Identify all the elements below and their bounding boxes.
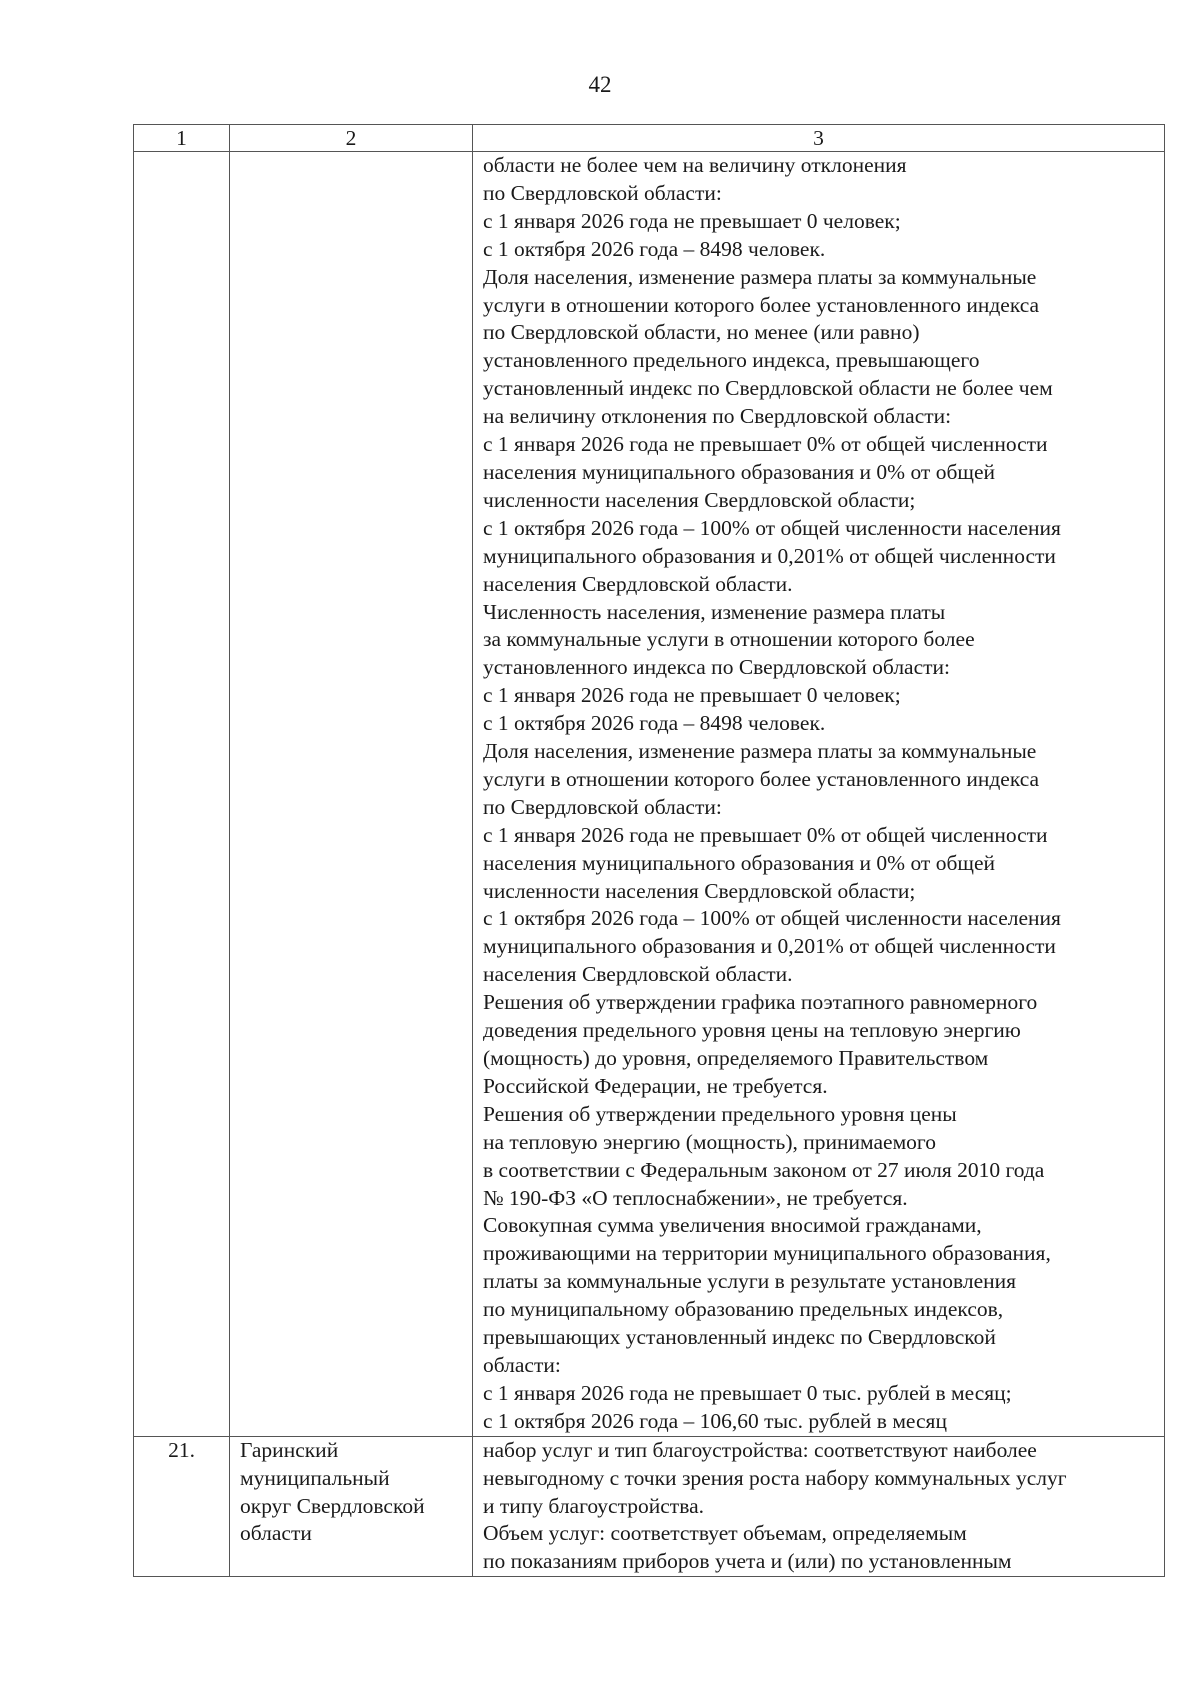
description-cell <box>473 1436 1165 1577</box>
text-line: набор услуг и тип благоустройства: соответствуют наиболее <box>483 1437 1037 1462</box>
text-line: за коммунальные услуги в отношении которого более <box>483 627 975 652</box>
row-number-cell <box>134 152 230 1437</box>
data-table <box>133 124 1165 1577</box>
text-line: платы за коммунальные услуги в результате установления <box>483 1269 1017 1294</box>
page-number: 42 <box>588 72 612 97</box>
text-line: № 190-ФЗ «О теплоснабжении», не требуется. <box>483 1185 908 1210</box>
text-line: услуги в отношении которого более установленного индекса <box>483 766 1040 791</box>
text-line: населения Свердловской области. <box>483 962 793 987</box>
text-line: Объем услуг: соответствует объемам, определяемым <box>483 1521 967 1546</box>
table-row <box>134 1436 1165 1577</box>
text-line: с 1 октября 2026 года – 100% от общей численности населения <box>483 906 1061 931</box>
text-line: с 1 января 2026 года не превышает 0 человек; <box>483 208 901 233</box>
text-line: населения Свердловской области. <box>483 571 793 596</box>
text-line: превышающих установленный индекс по Свердловской <box>483 1325 996 1350</box>
row-number-cell: 21. <box>134 1436 230 1577</box>
text-line: проживающими на территории муниципального образования, <box>483 1241 1051 1266</box>
text-line: Гаринский <box>240 1437 339 1462</box>
text-line: установленного индекса по Свердловской области: <box>483 655 951 680</box>
text-line: доведения предельного уровня цены на тепловую энергию <box>483 1018 1021 1043</box>
text-line: по показаниям приборов учета и (или) по установленным <box>483 1549 1012 1574</box>
text-line: Решения об утверждении предельного уровня цены <box>483 1101 957 1126</box>
text-line: Решения об утверждении графика поэтапного равномерного <box>483 990 1038 1015</box>
text-line: численности населения Свердловской области; <box>483 878 916 903</box>
text-line: на величину отклонения по Свердловской области: <box>483 404 952 429</box>
text-line: в соответствии с Федеральным законом от 27 июля 2010 года <box>483 1157 1045 1182</box>
text-line: населения муниципального образования и 0% от общей <box>483 850 995 875</box>
text-line: невыгодному с точки зрения роста набору коммунальных услуг <box>483 1465 1067 1490</box>
text-line: области: <box>483 1352 561 1377</box>
column-header-1: 1 <box>134 125 230 152</box>
text-line: на тепловую энергию (мощность), принимаемого <box>483 1129 936 1154</box>
text-line: с 1 января 2026 года не превышает 0 человек; <box>483 683 901 708</box>
text-line: численности населения Свердловской области; <box>483 487 916 512</box>
text-line: услуги в отношении которого более установленного индекса <box>483 292 1040 317</box>
text-line: Российской Федерации, не требуется. <box>483 1073 828 1098</box>
text-line: с 1 октября 2026 года – 100% от общей численности населения <box>483 515 1061 540</box>
text-line: Доля населения, изменение размера платы за коммунальные <box>483 739 1037 764</box>
text-line: с 1 октября 2026 года – 8498 человек. <box>483 711 826 736</box>
text-line: муниципального образования и 0,201% от общей численности <box>483 543 1056 568</box>
text-line: с 1 января 2026 года не превышает 0% от общей численности <box>483 432 1048 457</box>
text-line: с 1 января 2026 года не превышает 0 тыс. рублей в месяц; <box>483 1380 1012 1405</box>
text-line: по муниципальному образованию предельных индексов, <box>483 1297 1004 1322</box>
municipality-name-cell <box>230 1436 473 1577</box>
text-line: Численность населения, изменение размера платы <box>483 599 946 624</box>
text-line: Совокупная сумма увеличения вносимой гражданами, <box>483 1213 982 1238</box>
text-line: муниципального образования и 0,201% от общей численности <box>483 934 1056 959</box>
table-row <box>134 152 1165 1437</box>
text-line: (мощность) до уровня, определяемого Правительством <box>483 1046 989 1070</box>
text-line: округ Свердловской <box>240 1493 425 1518</box>
text-line: муниципальный <box>240 1465 390 1490</box>
text-line: с 1 октября 2026 года – 8498 человек. <box>483 236 826 261</box>
text-line: по Свердловской области, но менее (или равно) <box>483 320 920 345</box>
text-line: установленный индекс по Свердловской области не более чем <box>483 376 1053 401</box>
text-line: по Свердловской области: <box>483 180 722 205</box>
text-line: и типу благоустройства. <box>483 1493 704 1518</box>
text-line: населения муниципального образования и 0% от общей <box>483 459 995 484</box>
text-line: области <box>240 1521 312 1546</box>
column-header-2: 2 <box>230 125 473 152</box>
municipality-name-cell <box>230 152 473 1437</box>
text-line: установленного предельного индекса, превышающего <box>483 348 980 373</box>
column-header-3: 3 <box>473 125 1165 152</box>
description-cell <box>473 152 1165 1437</box>
text-line: по Свердловской области: <box>483 794 722 819</box>
table-header-row <box>134 125 1165 152</box>
text-line: с 1 января 2026 года не превышает 0% от общей численности <box>483 822 1048 847</box>
text-line: Доля населения, изменение размера платы за коммунальные <box>483 264 1037 289</box>
text-line: с 1 октября 2026 года – 106,60 тыс. рублей в месяц <box>483 1408 947 1433</box>
text-line: области не более чем на величину отклонения <box>483 153 907 177</box>
